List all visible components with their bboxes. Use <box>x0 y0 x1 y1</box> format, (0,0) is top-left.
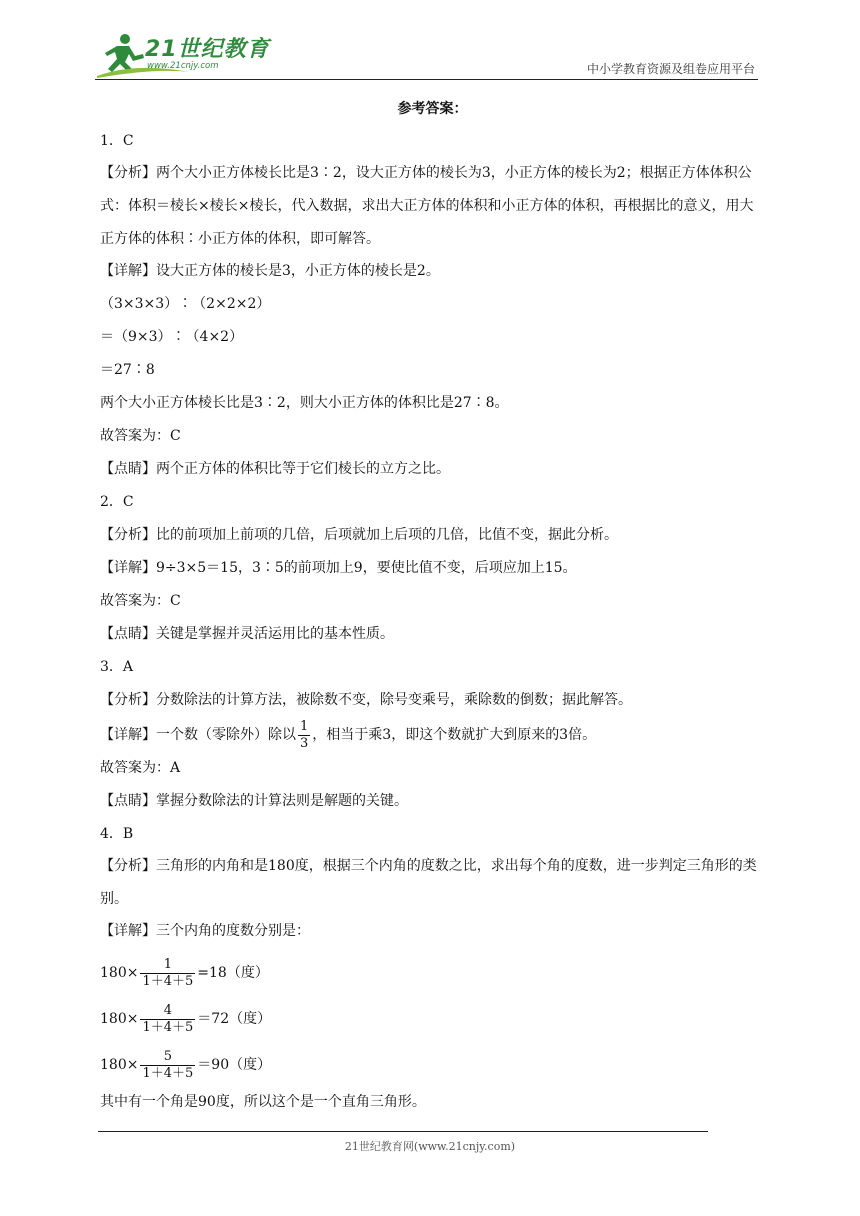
footer-divider <box>98 1131 708 1132</box>
answer-content <box>100 98 765 1124</box>
q4-eq2-post: ＝72（度） <box>197 1011 272 1027</box>
q1-step2: ＝（9×3）∶（4×2） <box>100 329 244 345</box>
q3-detail-post: ，相当于乘3，即这个数就扩大到原来的3倍。 <box>312 727 597 743</box>
q4-equation-3 <box>100 1045 765 1085</box>
q2-detail: 【详解】9÷3×5＝15，3∶5的前项加上9，要使比值不变，后项应加上15。 <box>100 560 577 576</box>
q4-equation-2 <box>100 999 765 1039</box>
q4-eq1-numerator: 1 <box>163 956 172 972</box>
q3-fraction-numerator: 1 <box>300 718 309 734</box>
q4-eq1-denominator: 1＋4＋5 <box>142 973 194 989</box>
q3-answer: 故答案为：A <box>100 760 181 776</box>
header-divider <box>95 79 758 80</box>
header-platform-text: 中小学教育资源及组卷应用平台 <box>586 62 755 76</box>
q4-eq3-post: ＝90（度） <box>197 1057 272 1073</box>
q4-equation-1 <box>100 953 765 993</box>
q4-detail: 【详解】三个内角的度数分别是： <box>100 923 310 939</box>
q4-eq1-pre: 180× <box>100 965 139 981</box>
q4-eq3-fraction <box>140 1049 195 1082</box>
q4-eq2-numerator: 4 <box>163 1002 172 1018</box>
q2-answer: 故答案为：C <box>100 593 181 609</box>
q1-detail: 【详解】设大正方体的棱长是3，小正方体的棱长是2。 <box>100 263 440 279</box>
q1-step1: （3×3×3）∶（2×2×2） <box>100 296 271 312</box>
page-title: 参考答案： <box>397 101 468 117</box>
q4-eq3-pre: 180× <box>100 1057 139 1073</box>
q1-tip: 【点睛】两个正方体的体积比等于它们棱长的立方之比。 <box>100 461 450 477</box>
q3-detail <box>100 716 765 754</box>
q4-eq2-pre: 180× <box>100 1011 139 1027</box>
q4-analysis: 【分析】三角形的内角和是180度，根据三个内角的度数之比，求出每个角的度数，进一步判定三角形的类别。 <box>100 858 757 907</box>
page-footer[interactable]: 21世纪教育网(www.21cnjy.com) <box>344 1140 516 1153</box>
q2-analysis: 【分析】比的前项加上前项的几倍，后项就加上后项的几倍，比值不变，据此分析。 <box>100 527 618 543</box>
q1-number: 1．C <box>100 133 134 149</box>
q3-fraction-denominator: 3 <box>300 735 309 751</box>
q3-tip: 【点睛】掌握分数除法的计算法则是解题的关键。 <box>100 793 408 809</box>
q1-analysis: 【分析】两个大小正方体棱长比是3∶2，设大正方体的棱长为3，小正方体的棱长为2；根据正方体体积公式：体积＝棱长×棱长×棱长，代入数据，求出大正方体的体积和小正方体的体积，再根据比的意义，用大正方体的体积∶小正方体的体积，即可解答。 <box>100 165 754 247</box>
q2-number: 2．C <box>100 494 134 510</box>
q4-eq2-denominator: 1＋4＋5 <box>142 1019 194 1035</box>
logo-url: www.21cnjy.com <box>147 61 219 71</box>
q1-step3: ＝27∶8 <box>100 362 155 378</box>
q4-conclusion: 其中有一个角是90度，所以这个是一个直角三角形。 <box>100 1094 426 1110</box>
q4-eq3-denominator: 1＋4＋5 <box>142 1065 194 1081</box>
q4-eq3-numerator: 5 <box>163 1048 172 1064</box>
q4-eq1-fraction <box>140 957 195 990</box>
q2-tip: 【点睛】关键是掌握并灵活运用比的基本性质。 <box>100 626 394 642</box>
q4-number: 4．B <box>100 826 134 842</box>
q1-answer: 故答案为：C <box>100 428 181 444</box>
q3-number: 3．A <box>100 659 134 675</box>
logo-text: 21世纪教育 <box>145 37 270 62</box>
q4-eq2-fraction <box>140 1003 195 1036</box>
q3-analysis: 【分析】分数除法的计算方法，被除数不变，除号变乘号，乘除数的倒数；据此解答。 <box>100 692 632 708</box>
page-header <box>95 28 755 80</box>
q1-conclusion: 两个大小正方体棱长比是3∶2，则大小正方体的体积比是27∶8。 <box>100 395 509 411</box>
q4-eq1-post: =18（度） <box>197 965 269 981</box>
q3-fraction <box>298 719 310 752</box>
q3-detail-pre: 【详解】一个数（零除外）除以 <box>100 727 296 743</box>
